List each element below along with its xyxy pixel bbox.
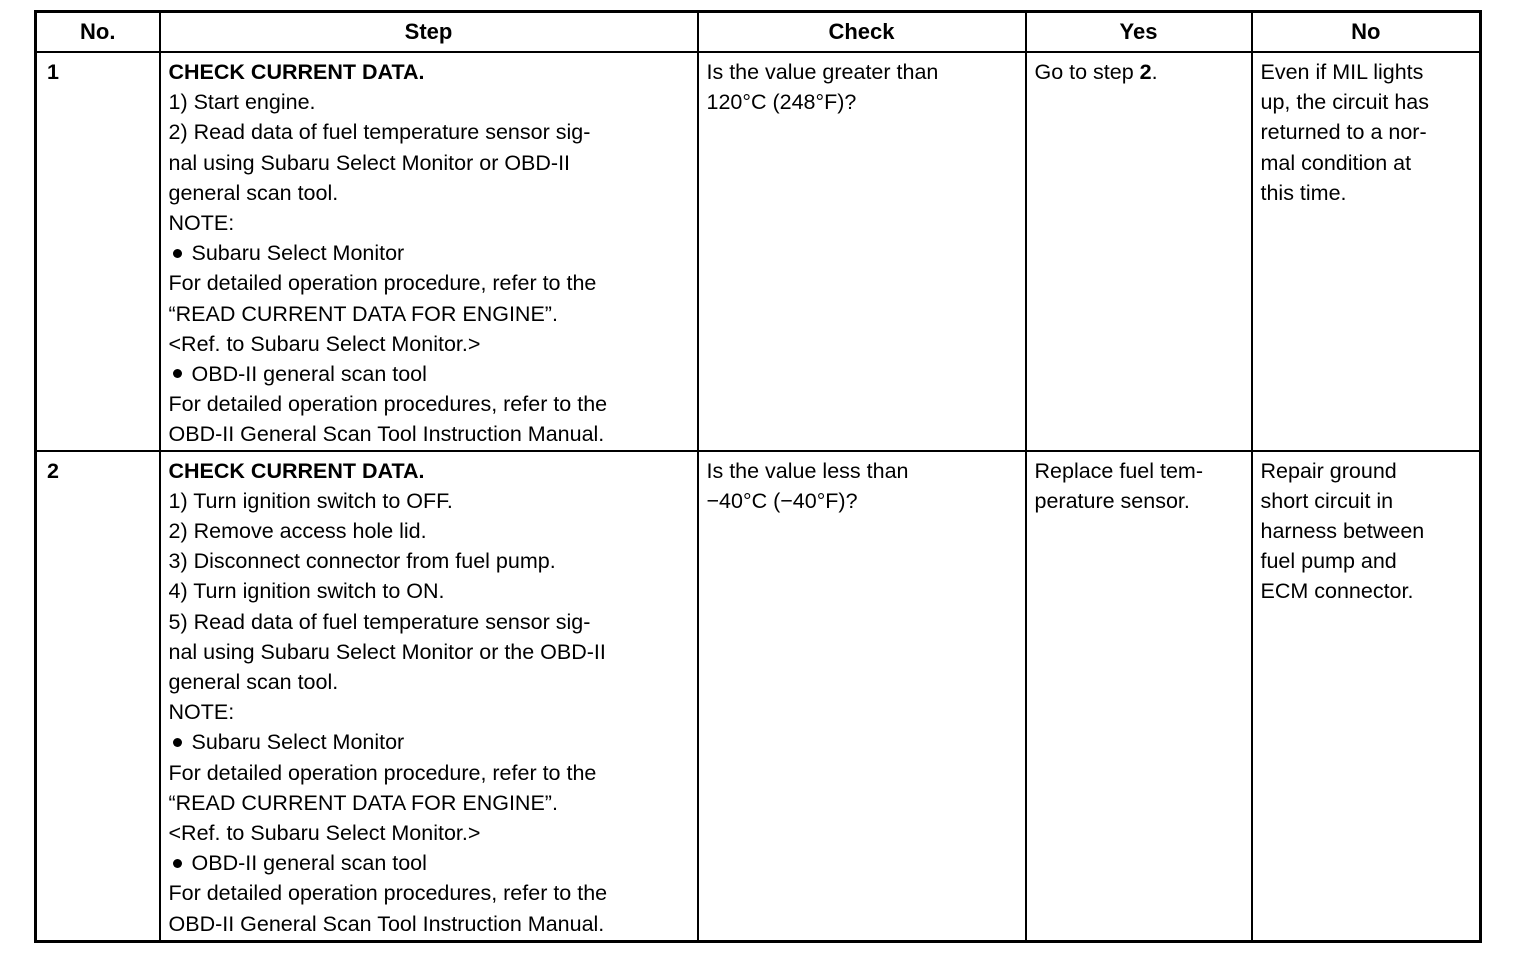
check-cell [698,52,1026,451]
diagnostic-table [34,10,1482,943]
step-number: 1 [47,60,59,84]
check-line: Is the value greater than [706,60,939,84]
yes-cell [1026,451,1252,942]
yes-cell [1026,52,1252,451]
step-bullet-item: Subaru Select Monitor [169,238,691,268]
table-row [36,451,1481,942]
step-line: OBD-II General Scan Tool Instruction Manual. [168,911,605,936]
step-line: 3) Disconnect connector from fuel pump. [168,549,556,574]
yes-action-line: Replace fuel tem- [1034,458,1203,483]
check-line: Is the value less than [706,458,909,483]
check-line: −40°C (−40°F)? [706,488,858,513]
step-line: “READ CURRENT DATA FOR ENGINE”. [168,301,558,326]
step-line: For detailed operation procedure, refer to the [168,271,597,296]
step-number-cell [36,451,160,942]
diagnostic-sheet [34,10,1479,943]
no-action-line: harness between [1260,519,1425,544]
step-bullet-item: OBD-II general scan tool [169,848,691,878]
step-line: For detailed operation procedures, refer to the [168,392,608,417]
table-header-row [36,12,1481,53]
no-action-line: fuel pump and [1260,549,1397,574]
no-action-line: short circuit in [1260,488,1394,513]
step-reference: <Ref. to Subaru Select Monitor.> [168,331,481,356]
column-header-check: Check [698,12,1026,53]
no-action-line: returned to a nor- [1260,120,1427,145]
no-action-cell [1252,52,1481,451]
step-cell [160,451,698,942]
step-note-label: NOTE: [168,700,235,725]
step-line: OBD-II General Scan Tool Instruction Manual. [168,422,605,447]
no-action-line: ECM connector. [1260,579,1414,604]
no-action-line: mal condition at [1260,150,1412,175]
step-heading: CHECK CURRENT DATA. [168,60,425,84]
step-bullet-item: OBD-II general scan tool [169,359,691,389]
step-line: 1) Turn ignition switch to OFF. [168,488,453,513]
yes-action [1035,57,1245,87]
step-line: nal using Subaru Select Monitor or OBD-II [168,150,571,175]
step-bullet-item: Subaru Select Monitor [169,727,691,757]
step-line: 5) Read data of fuel temperature sensor sig- [168,609,591,634]
check-line: 120°C (248°F)? [706,90,857,115]
table-row [36,52,1481,451]
step-number-cell [36,52,160,451]
step-note-label: NOTE: [168,211,235,236]
yes-suffix: . [1151,60,1158,84]
check-cell [698,451,1026,942]
step-line: 1) Start engine. [168,90,316,115]
step-reference: <Ref. to Subaru Select Monitor.> [168,821,481,846]
no-action-line: Even if MIL lights [1260,60,1424,84]
step-line: general scan tool. [168,670,339,695]
step-line: For detailed operation procedure, refer to the [168,760,597,785]
step-cell [160,52,698,451]
step-line: nal using Subaru Select Monitor or the OBD-II [168,639,606,664]
step-line: 2) Read data of fuel temperature sensor sig- [168,120,591,145]
yes-action-line: perature sensor. [1034,488,1190,513]
no-action-line: this time. [1260,180,1347,205]
step-line: general scan tool. [168,180,339,205]
step-line: For detailed operation procedures, refer to the [168,881,608,906]
no-action-line: up, the circuit has [1260,90,1430,115]
column-header-step: Step [160,12,698,53]
step-line: 2) Remove access hole lid. [168,519,427,544]
step-line: 4) Turn ignition switch to ON. [168,579,445,604]
column-header-yes: Yes [1026,12,1252,53]
goto-step-number: 2 [1139,60,1152,84]
step-line: “READ CURRENT DATA FOR ENGINE”. [168,790,558,815]
no-action-line: Repair ground [1260,458,1397,483]
no-action-cell [1252,451,1481,942]
column-header-no: No. [36,12,160,53]
yes-prefix: Go to step [1034,60,1140,84]
step-number: 2 [47,458,59,483]
column-header-no-action: No [1252,12,1481,53]
step-heading: CHECK CURRENT DATA. [168,458,425,483]
